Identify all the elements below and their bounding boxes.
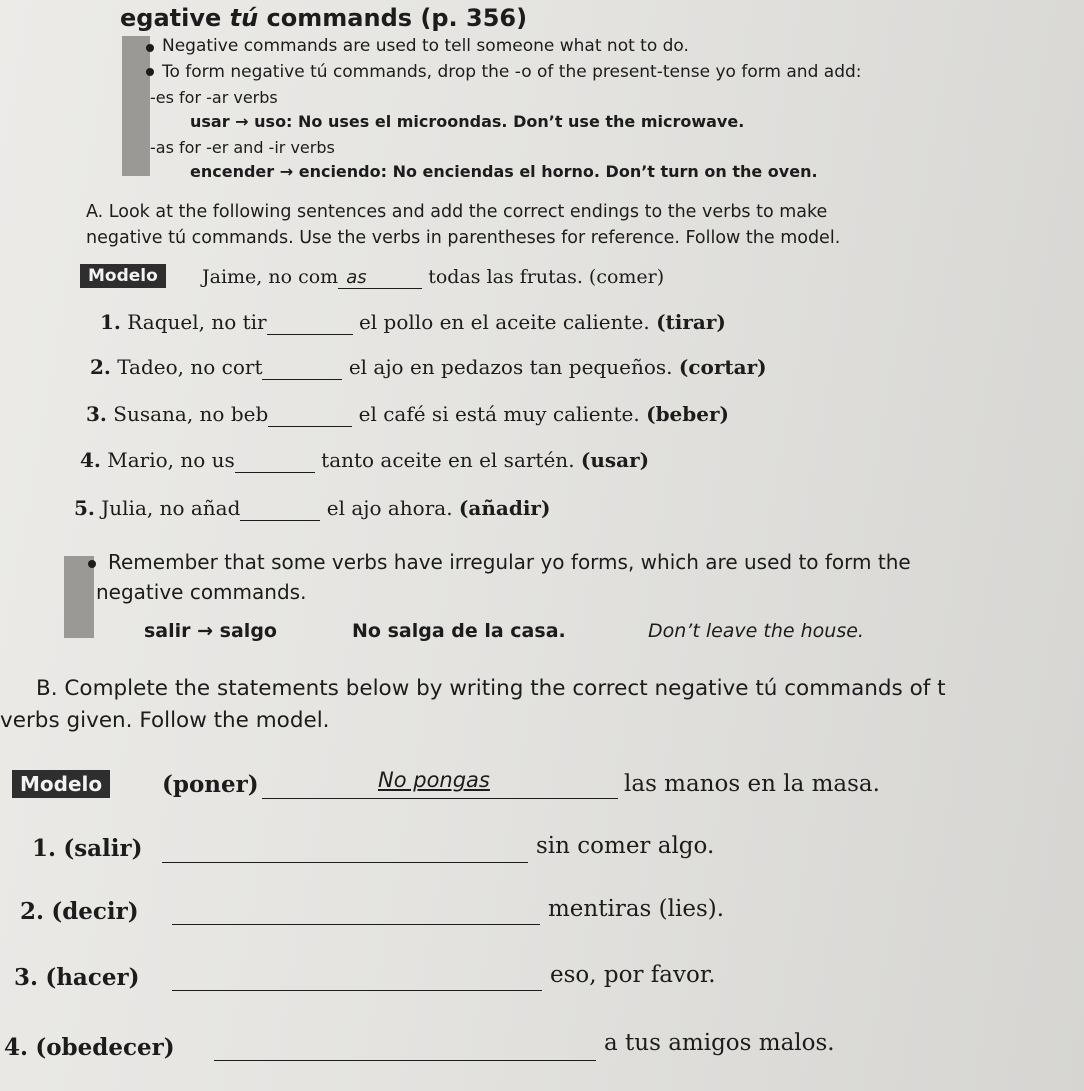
item-before: Raquel, no tir (127, 310, 267, 334)
modelo-b-after: las manos en la masa. (624, 771, 880, 797)
item-verb: (decir) (51, 898, 139, 925)
item-after: eso, por favor. (550, 962, 716, 988)
ar-example: usar → uso: No uses el microondas. Don’t use the microwave. (190, 112, 745, 131)
modelo-badge-b: Modelo (12, 770, 110, 798)
item-verb: (cortar) (678, 355, 767, 379)
bullet-dot (146, 44, 154, 52)
reminder-side-bar (64, 556, 94, 638)
answer-blank-b-2[interactable] (172, 898, 540, 925)
item-after: el ajo en pedazos tan pequeños. (348, 355, 673, 379)
list-item-a-1 (100, 310, 726, 335)
list-item-b-4 (4, 1034, 175, 1061)
modelo-a-before: Jaime, no com (202, 266, 339, 288)
item-verb: (añadir) (458, 496, 551, 520)
item-after: el ajo ahora. (326, 496, 453, 520)
item-after: sin comer algo. (536, 833, 715, 859)
modelo-badge-a: Modelo (80, 264, 166, 288)
section-a-instructions-1: A. Look at the following sentences and add the correct endings to the verbs to make (86, 202, 828, 222)
reminder-example-verb: salir → salgo (144, 620, 277, 642)
item-number: 1. (100, 310, 121, 334)
modelo-a-after: todas las frutas. (comer) (428, 266, 665, 288)
answer-blank-a-4[interactable] (235, 448, 315, 473)
intro-bullet-2: To form negative tú commands, drop the -o of the present-tense yo form and add: (162, 62, 862, 82)
item-before: Tadeo, no cort (117, 355, 263, 379)
title-rest: commands (p. 356) (258, 4, 528, 32)
er-ir-example: encender → enciendo: No enciendas el horno. Don’t turn on the oven. (190, 162, 818, 181)
answer-blank-a-5[interactable] (240, 496, 320, 521)
item-number: 5. (74, 496, 95, 520)
modelo-a-sentence (202, 266, 664, 289)
item-after: a tus amigos malos. (604, 1030, 835, 1056)
item-after: tanto aceite en el sartén. (321, 448, 575, 472)
item-after: el café si está muy caliente. (358, 402, 640, 426)
item-number: 1. (32, 835, 57, 862)
section-b-instructions-2: verbs given. Follow the model. (0, 708, 330, 733)
intro-side-bar (122, 36, 150, 176)
list-item-b-1 (32, 835, 143, 862)
item-number: 3. (86, 402, 107, 426)
page-title (120, 4, 527, 32)
modelo-a-answer: as (338, 267, 422, 289)
section-a-instructions-2: negative tú commands. Use the verbs in parentheses for reference. Follow the model. (86, 228, 841, 248)
item-number: 2. (90, 355, 111, 379)
item-verb: (beber) (646, 402, 729, 426)
bullet-dot (88, 560, 96, 568)
answer-blank-a-2[interactable] (262, 355, 342, 380)
list-item-b-3 (14, 964, 139, 991)
title-main: egative (120, 4, 230, 32)
answer-blank-b-3[interactable] (172, 964, 542, 991)
reminder-example-sentence: No salga de la casa. (352, 620, 566, 642)
modelo-b-verb: (poner) (162, 771, 259, 798)
section-b-instructions-1: B. Complete the statements below by writing the correct negative tú commands of t (36, 676, 946, 701)
item-before: Julia, no añad (101, 496, 241, 520)
item-before: Mario, no us (107, 448, 235, 472)
reminder-example-translation: Don’t leave the house. (648, 620, 864, 642)
intro-bullet-1: Negative commands are used to tell someone what not to do. (162, 36, 689, 56)
item-verb: (hacer) (45, 964, 140, 991)
item-number: 4. (80, 448, 101, 472)
list-item-a-5 (74, 496, 550, 521)
item-verb: (salir) (63, 835, 143, 862)
item-verb: (usar) (580, 448, 650, 472)
item-after: mentiras (lies). (548, 896, 725, 922)
ar-rule: -es for -ar verbs (150, 88, 278, 107)
list-item-a-2 (90, 355, 767, 380)
modelo-b-answer: No pongas (378, 768, 490, 792)
list-item-a-3 (86, 402, 729, 427)
title-tu: tú (229, 4, 259, 32)
item-number: 2. (20, 898, 45, 925)
er-ir-rule: -as for -er and -ir verbs (150, 138, 335, 157)
item-number: 3. (14, 964, 39, 991)
item-before: Susana, no beb (113, 402, 269, 426)
item-verb: (tirar) (656, 310, 726, 334)
item-verb: (obedecer) (35, 1034, 175, 1061)
bullet-dot (146, 68, 154, 76)
item-after: el pollo en el aceite caliente. (358, 310, 650, 334)
reminder-line-2: negative commands. (96, 580, 307, 604)
list-item-b-2 (20, 898, 139, 925)
list-item-a-4 (80, 448, 649, 473)
answer-blank-a-3[interactable] (268, 402, 352, 427)
item-number: 4. (4, 1034, 29, 1061)
reminder-line-1: Remember that some verbs have irregular yo forms, which are used to form the (108, 550, 911, 574)
answer-blank-b-4[interactable] (214, 1034, 596, 1061)
answer-blank-b-1[interactable] (162, 836, 528, 863)
answer-blank-a-1[interactable] (267, 310, 353, 335)
